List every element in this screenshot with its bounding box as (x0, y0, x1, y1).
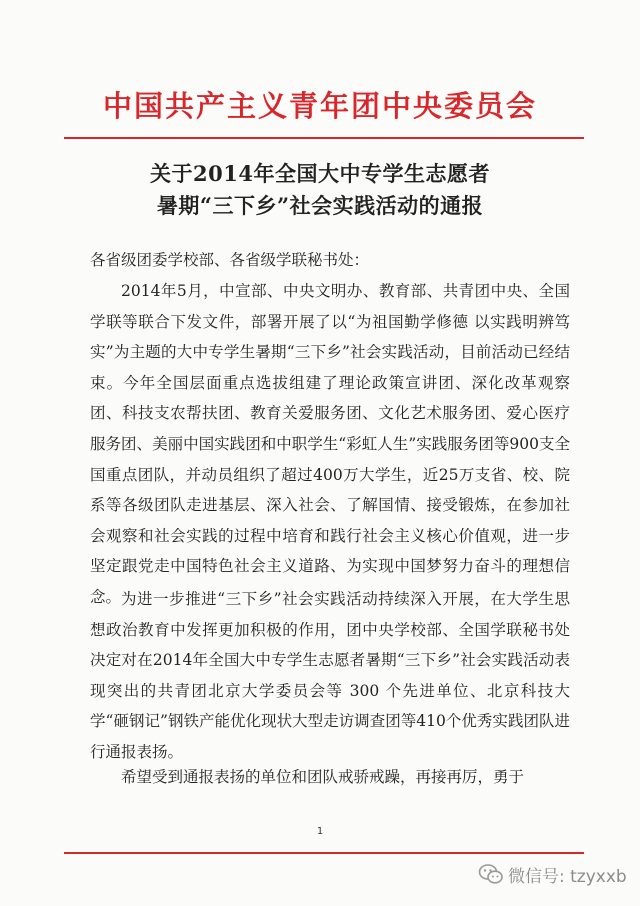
body-paragraph-3: 希望受到通报表扬的单位和团队戒骄戒躁，再接再厉，勇于 (121, 768, 525, 786)
footer-red-rule (64, 852, 584, 854)
letterhead-red-rule (64, 137, 584, 139)
watermark-text: 微信号: tzyxxb (508, 866, 627, 887)
document-title-line-2: 暑期“三下乡”社会实践活动的通报 (156, 193, 484, 218)
page-number: 1 (316, 826, 324, 837)
salutation: 各省级团委学校部、各省级学联秘书处： (90, 251, 370, 269)
body-paragraph-2: 为进一步推进“三下乡”社会实践活动持续深入开展，在大学生思想政治教育中发挥更加积极的作用，团中央学校部、全国学联秘书处决定对在2014年全国大中专学生志愿者暑期“三下乡”社会实践活动表现突出的共青团北京大学委员会等 300 个先进单位、北京科技大学“砸钢记”钢铁产能优化现状大型走访调查团等410个优秀实践团队进行通报表扬。 (90, 590, 570, 761)
document-title-line-1: 关于2014年全国大中专学生志愿者 (150, 161, 490, 186)
wechat-icon (478, 863, 504, 885)
letterhead-organization: 中国共产主义青年团中央委员会 (102, 89, 537, 123)
wechat-watermark (478, 860, 627, 888)
body-paragraph-1: 2014年5月，中宣部、中央文明办、教育部、共青团中央、全国学联等联合下发文件，部署开展了以“为祖国勤学修德 以实践明辨笃实”为主题的大中专学生暑期“三下乡”社会实践活动，目前活动已经结束。今年全国层面重点选拔组建了理论政策宣讲团、深化改革观察团、科技支农帮扶团、教育关爱服务团、文化艺术服务团、爱心医疗服务团、美丽中国实践团和中职学生“彩虹人生”实践服务团等900支全国重点团队，并动员组织了超过400万大学生，近25万支省、校、院系等各级团队走进基层、深入社会、了解国情、接受锻炼，在参加社会观察和社会实践的过程中培育和践行社会主义核心价值观，进一步坚定跟党走中国特色社会主义道路、为实现中国梦努力奋斗的理想信念。 (90, 282, 570, 606)
